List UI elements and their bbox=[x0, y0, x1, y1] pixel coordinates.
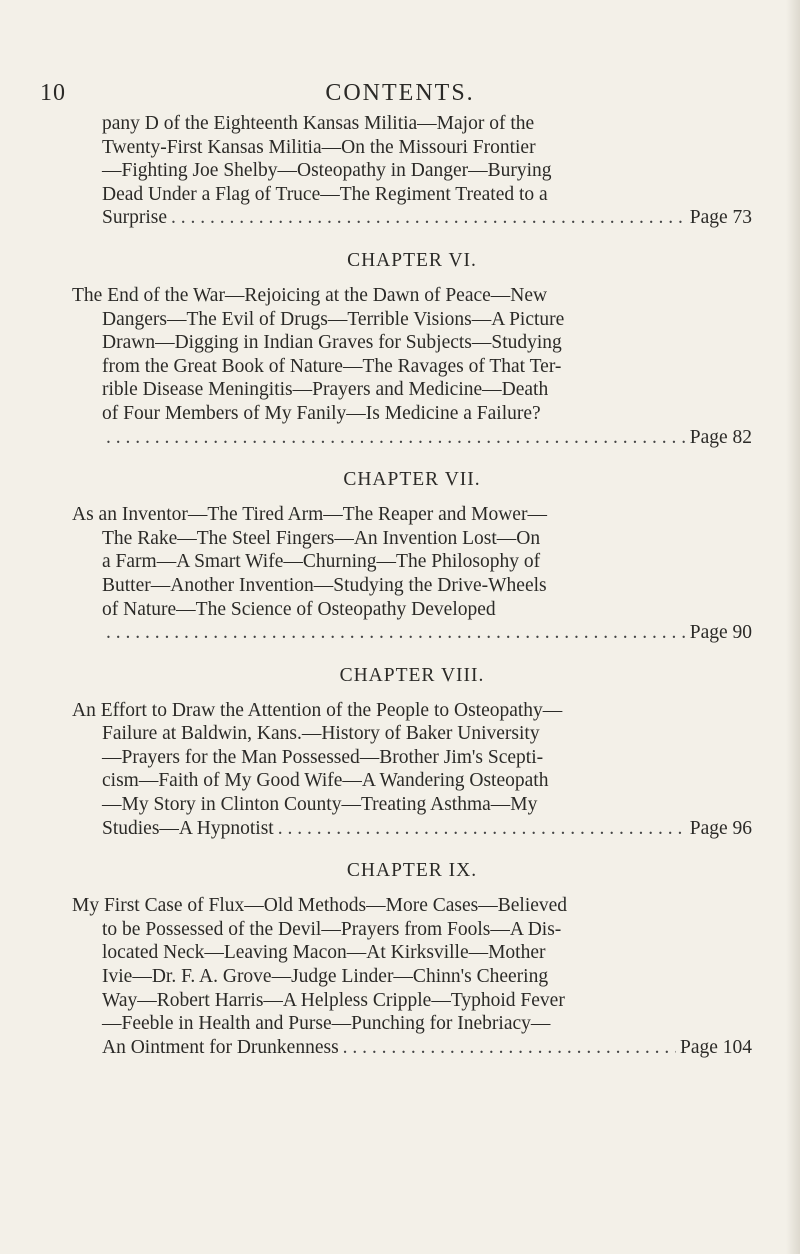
synopsis-line: of Four Members of My Fanily—Is Medicine a Failure? bbox=[102, 402, 541, 424]
synopsis-line: —Prayers for the Man Possessed—Brother Jim's Scepti- bbox=[102, 746, 544, 768]
synopsis-line: The End of the War—Rejoicing at the Dawn of Peace—New bbox=[72, 284, 548, 306]
page-reference: Page 104 bbox=[679, 1036, 752, 1058]
page-reference-line bbox=[72, 426, 752, 450]
page-edge-shadow bbox=[786, 0, 800, 1254]
page-reference: Page 90 bbox=[689, 622, 752, 644]
synopsis-line: to be Possessed of the Devil—Prayers from Fools—A Dis- bbox=[102, 918, 562, 940]
synopsis-line: —Feeble in Health and Purse—Punching for Inebriacy— bbox=[102, 1013, 551, 1035]
chapter-heading: CHAPTER VII. bbox=[343, 469, 481, 491]
synopsis-line: a Farm—A Smart Wife—Churning—The Philosophy of bbox=[102, 551, 541, 573]
page-reference-line bbox=[72, 1036, 752, 1060]
page-reference: Page 73 bbox=[689, 207, 752, 229]
synopsis-line: Dead Under a Flag of Truce—The Regiment Treated to a bbox=[102, 183, 548, 205]
page-reference: Page 96 bbox=[689, 817, 752, 839]
page-number: 10 bbox=[40, 80, 66, 106]
dot-leader bbox=[278, 817, 686, 841]
synopsis-line: Twenty-First Kansas Militia—On the Missouri Frontier bbox=[102, 136, 536, 158]
dot-leader bbox=[171, 206, 686, 230]
toc-entry bbox=[72, 250, 752, 449]
chapter-heading: CHAPTER VIII. bbox=[339, 664, 485, 686]
page-reference-line bbox=[72, 206, 752, 230]
dot-leader bbox=[106, 621, 686, 645]
synopsis-line: cism—Faith of My Good Wife—A Wandering Osteopath bbox=[102, 770, 549, 792]
synopsis-line: Drawn—Digging in Indian Graves for Subjects—Studying bbox=[102, 332, 562, 354]
page-reference-line bbox=[72, 817, 752, 841]
synopsis-line: Way—Robert Harris—A Helpless Cripple—Typhoid Fever bbox=[102, 989, 565, 1011]
synopsis-line: —Fighting Joe Shelby—Osteopathy in Danger—Burying bbox=[102, 160, 552, 182]
page-reference-line bbox=[72, 621, 752, 645]
toc-entry bbox=[72, 860, 752, 1059]
synopsis-line: Dangers—The Evil of Drugs—Terrible Visions—A Picture bbox=[102, 308, 565, 330]
synopsis-last-words: Studies—A Hypnotist bbox=[102, 817, 274, 839]
synopsis-line: An Effort to Draw the Attention of the People to Osteopathy— bbox=[72, 699, 563, 721]
toc-entry bbox=[72, 469, 752, 645]
synopsis-line: Butter—Another Invention—Studying the Drive-Wheels bbox=[102, 574, 547, 596]
synopsis-last-words: Surprise bbox=[102, 207, 167, 229]
contents-list bbox=[72, 112, 752, 1059]
page-reference: Page 82 bbox=[689, 426, 752, 448]
chapter-heading: CHAPTER VI. bbox=[347, 249, 477, 271]
synopsis-line: rible Disease Meningitis—Prayers and Medicine—Death bbox=[102, 379, 549, 401]
synopsis-line: pany D of the Eighteenth Kansas Militia—Major of the bbox=[102, 113, 535, 134]
page-header bbox=[0, 80, 800, 110]
synopsis-line: of Nature—The Science of Osteopathy Developed bbox=[102, 598, 496, 620]
synopsis-line: As an Inventor—The Tired Arm—The Reaper and Mower— bbox=[72, 504, 547, 526]
synopsis-line: My First Case of Flux—Old Methods—More Cases—Believed bbox=[72, 895, 568, 917]
dot-leader bbox=[343, 1036, 676, 1060]
synopsis-line: —My Story in Clinton County—Treating Asthma—My bbox=[102, 794, 538, 816]
chapter-heading: CHAPTER IX. bbox=[346, 860, 478, 882]
synopsis-line: Failure at Baldwin, Kans.—History of Baker University bbox=[102, 723, 540, 745]
synopsis-line: located Neck—Leaving Macon—At Kirksville—Mother bbox=[102, 942, 546, 964]
synopsis-last-words: An Ointment for Drunkenness bbox=[102, 1036, 339, 1058]
synopsis-line: Ivie—Dr. F. A. Grove—Judge Linder—Chinn's Cheering bbox=[102, 966, 549, 988]
synopsis-line: The Rake—The Steel Fingers—An Invention Lost—On bbox=[102, 527, 541, 549]
dot-leader bbox=[106, 426, 686, 450]
toc-entry bbox=[72, 112, 752, 230]
synopsis-line: from the Great Book of Nature—The Ravages of That Ter- bbox=[102, 355, 562, 377]
running-head: CONTENTS. bbox=[325, 80, 475, 106]
toc-entry bbox=[72, 665, 752, 841]
